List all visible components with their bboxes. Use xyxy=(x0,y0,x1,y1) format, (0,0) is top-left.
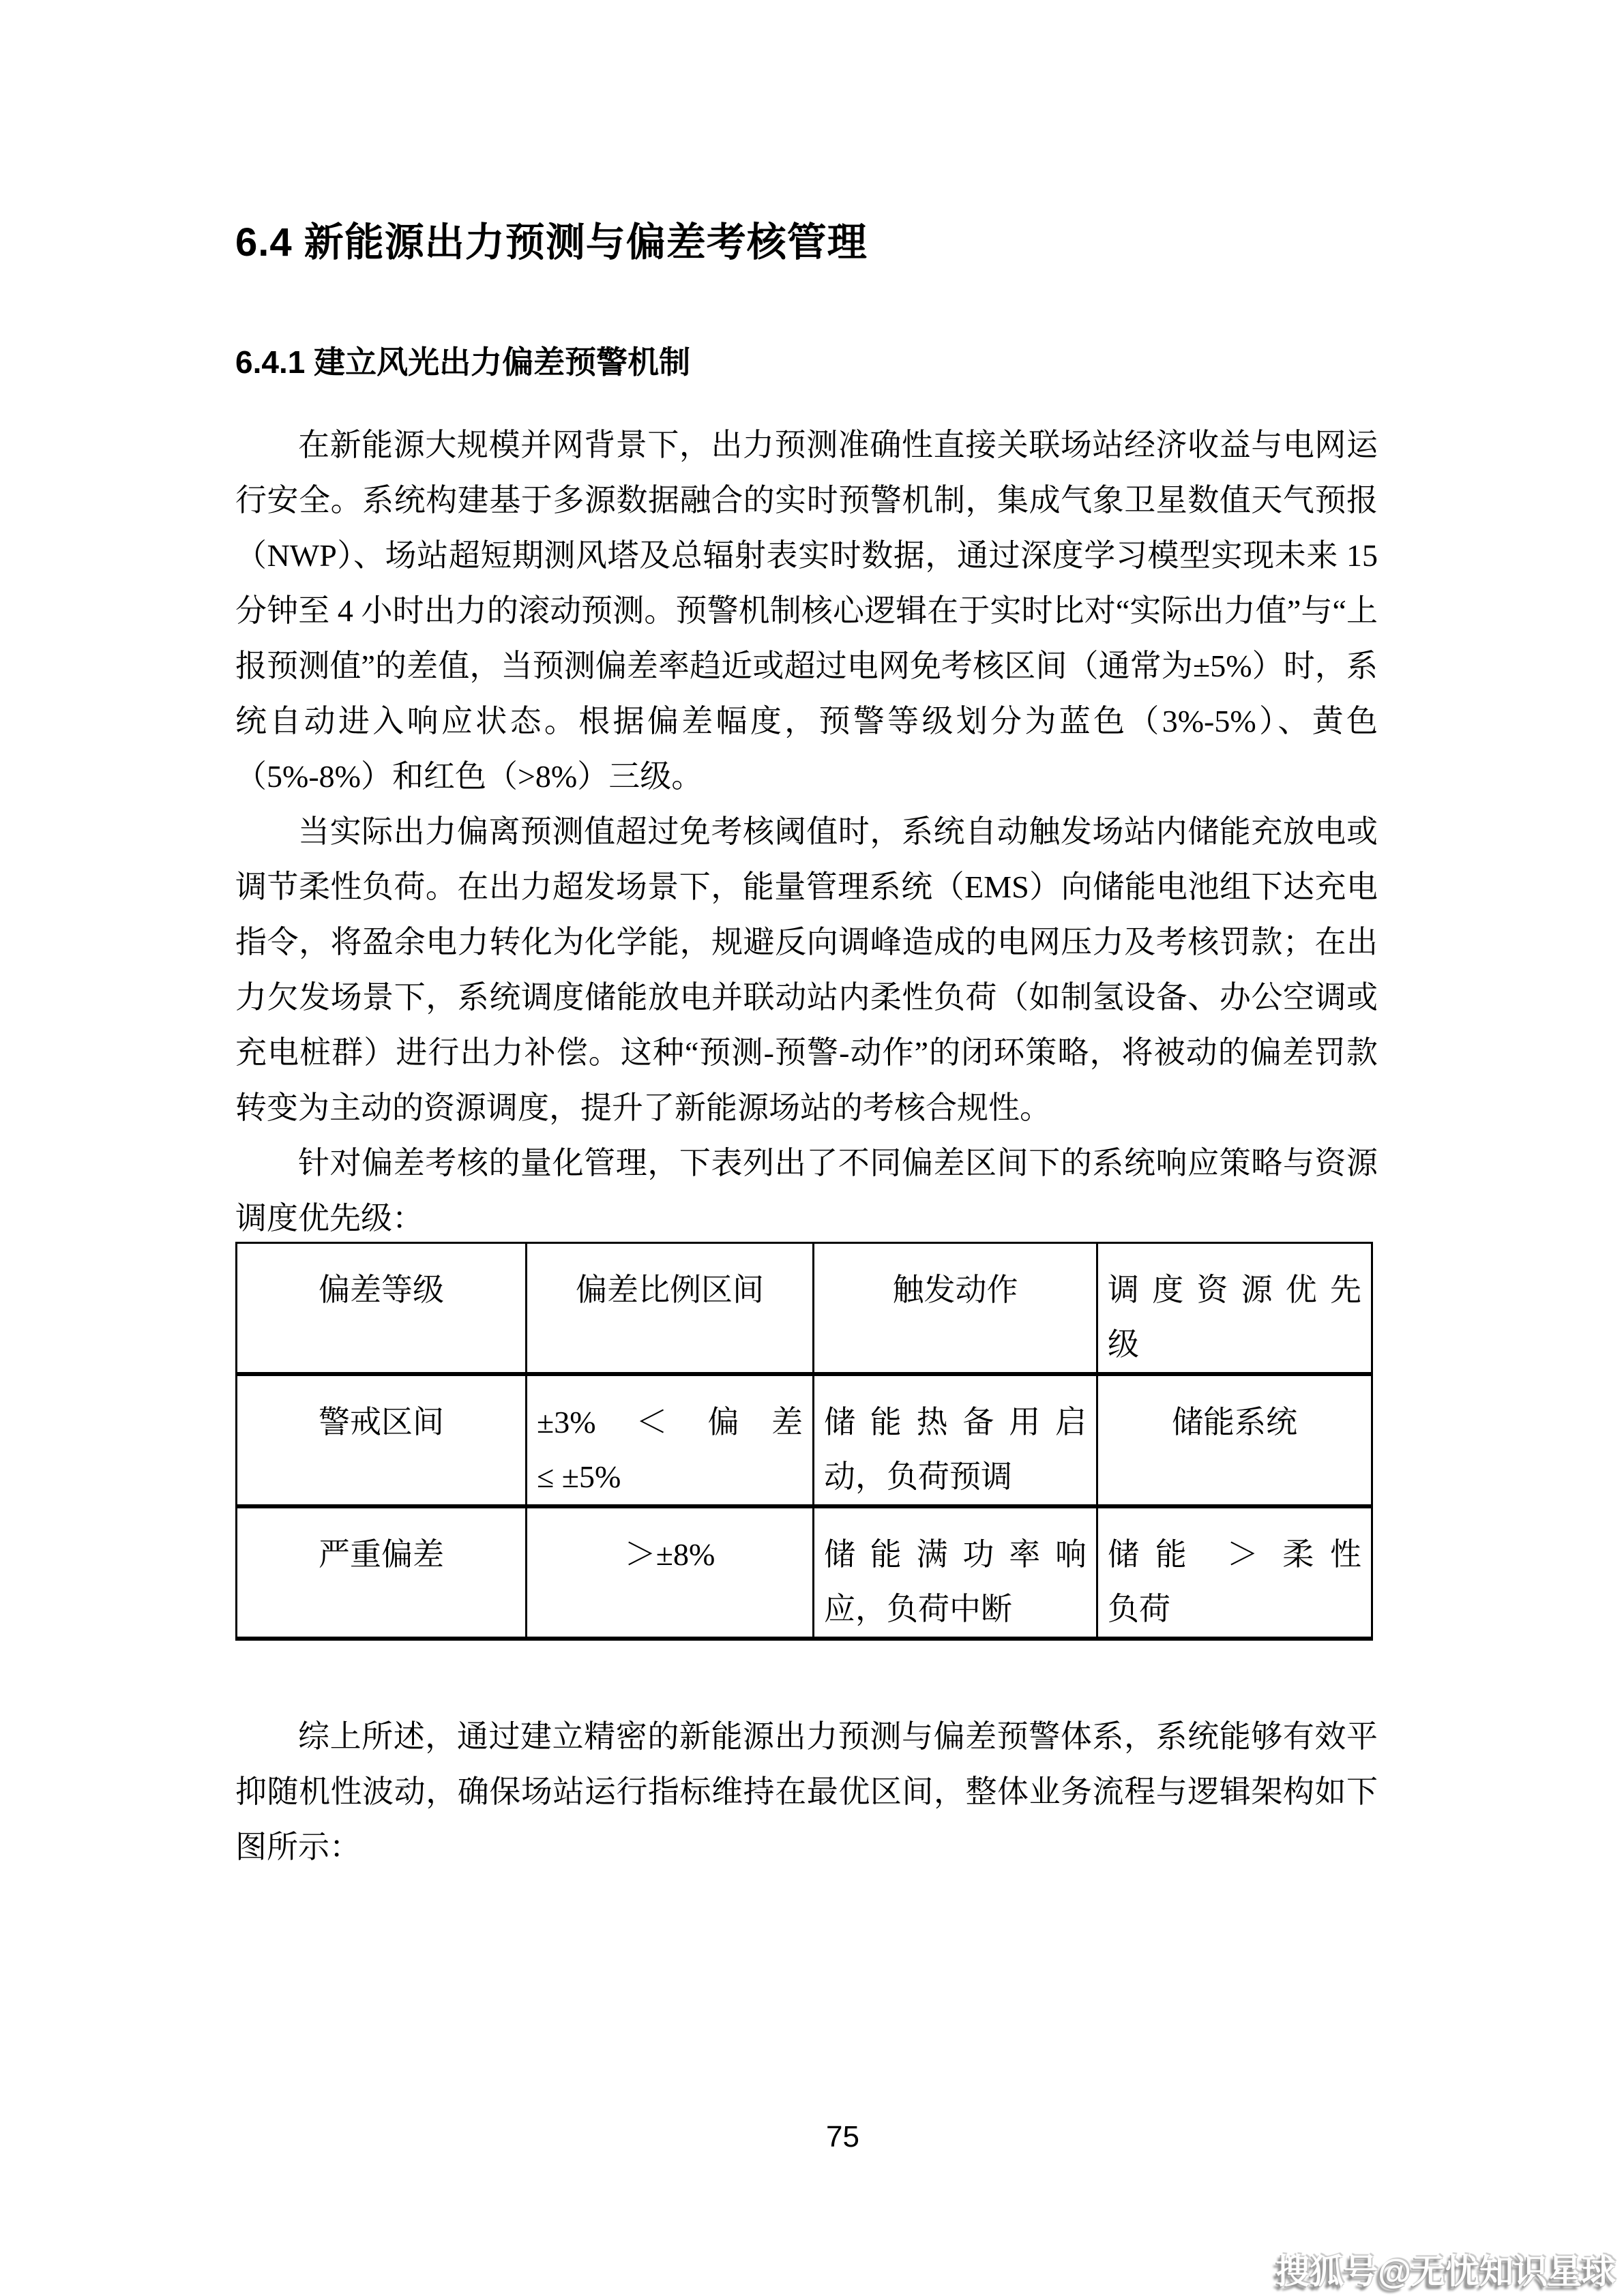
table-cell-line: ＞±8% xyxy=(624,1537,715,1572)
table-cell-line: 级 xyxy=(1108,1327,1139,1362)
table-cell-line: ±3% ＜ 偏差 xyxy=(537,1405,803,1440)
table-cell-line: ≤ ±5% xyxy=(537,1459,621,1494)
table-cell-line: 动，负荷预调 xyxy=(824,1459,1012,1494)
table-cell xyxy=(527,1243,814,1375)
table-cell xyxy=(237,1506,527,1639)
table-cell xyxy=(527,1374,814,1506)
paragraph-summary: 综上所述，通过建立精密的新能源出力预测与偏差预警体系，系统能够有效平抑随机性波动，确保场站运行指标维持在最优区间，整体业务流程与逻辑架构如下图所示： xyxy=(235,1719,1378,1864)
table-row xyxy=(237,1374,1372,1506)
paragraph-forecast-mechanism: 在新能源大规模并网背景下，出力预测准确性直接关联场站经济收益与电网运行安全。系统构建基于多源数据融合的实时预警机制，集成气象卫星数值天气预报（NWP）、场站超短期测风塔及总辐射表实时数据，通过深度学习模型实现未来 15 分钟至 4 小时出力的滚动预测。预警机制核心逻辑在于实时比对“实际出力值”与“上报预测值”的差值，当预测偏差率趋近或超过电网免考核区间（通常为±5%）时，系统自动进入响应状态。根据偏差幅度，预警等级划分为蓝色（3%-5%）、黄色（5%-8%）和红色（>8%）三级。 xyxy=(235,428,1378,794)
table-cell-line: 触发动作 xyxy=(892,1272,1018,1307)
watermark-text: 搜狐号@无忧知识星球 xyxy=(1275,2252,1616,2291)
deviation-assessment-table xyxy=(235,1242,1373,1641)
table-cell-line: 储能 ＞ 柔性 xyxy=(1108,1537,1361,1572)
table-cell-line: 偏差等级 xyxy=(319,1272,444,1307)
table-cell xyxy=(814,1243,1097,1375)
subsection-heading: 6.4.1 建立风光出力偏差预警机制 xyxy=(235,344,691,380)
table-header-row xyxy=(237,1243,1372,1375)
table-cell-line: 储能满功率响 xyxy=(824,1537,1087,1572)
table-cell-line: 应，负荷中断 xyxy=(824,1592,1012,1626)
table-cell-line: 偏差比例区间 xyxy=(576,1272,764,1307)
table-cell-line: 储能系统 xyxy=(1172,1405,1297,1440)
table-cell xyxy=(1097,1506,1372,1639)
page-content xyxy=(235,0,1378,1875)
table-cell-line: 严重偏差 xyxy=(319,1537,444,1572)
table-cell-line: 负荷 xyxy=(1108,1592,1170,1626)
section-heading: 6.4 新能源出力预测与偏差考核管理 xyxy=(235,220,868,265)
table-cell xyxy=(1097,1243,1372,1375)
table-cell xyxy=(814,1374,1097,1506)
table-cell xyxy=(814,1506,1097,1639)
table-cell xyxy=(237,1374,527,1506)
table-cell-line: 储能热备用启 xyxy=(824,1405,1087,1440)
page-number: 75 xyxy=(826,2120,859,2153)
table-cell xyxy=(527,1506,814,1639)
table-cell-line: 调度资源优先 xyxy=(1108,1272,1361,1307)
table-cell xyxy=(1097,1374,1372,1506)
table-cell-line: 警戒区间 xyxy=(319,1405,444,1440)
paragraph-table-intro: 针对偏差考核的量化管理，下表列出了不同偏差区间下的系统响应策略与资源调度优先级： xyxy=(235,1146,1378,1236)
table-cell xyxy=(237,1243,527,1375)
table-row xyxy=(237,1506,1372,1639)
paragraph-storage-response: 当实际出力偏离预测值超过免考核阈值时，系统自动触发场站内储能充放电或调节柔性负荷。在出力超发场景下，能量管理系统（EMS）向储能电池组下达充电指令，将盈余电力转化为化学能，规避反向调峰造成的电网压力及考核罚款；在出力欠发场景下，系统调度储能放电并联动站内柔性负荷（如制氢设备、办公空调或充电桩群）进行出力补偿。这种“预测-预警-动作”的闭环策略，将被动的偏差罚款转变为主动的资源调度，提升了新能源场站的考核合规性。 xyxy=(235,814,1378,1125)
